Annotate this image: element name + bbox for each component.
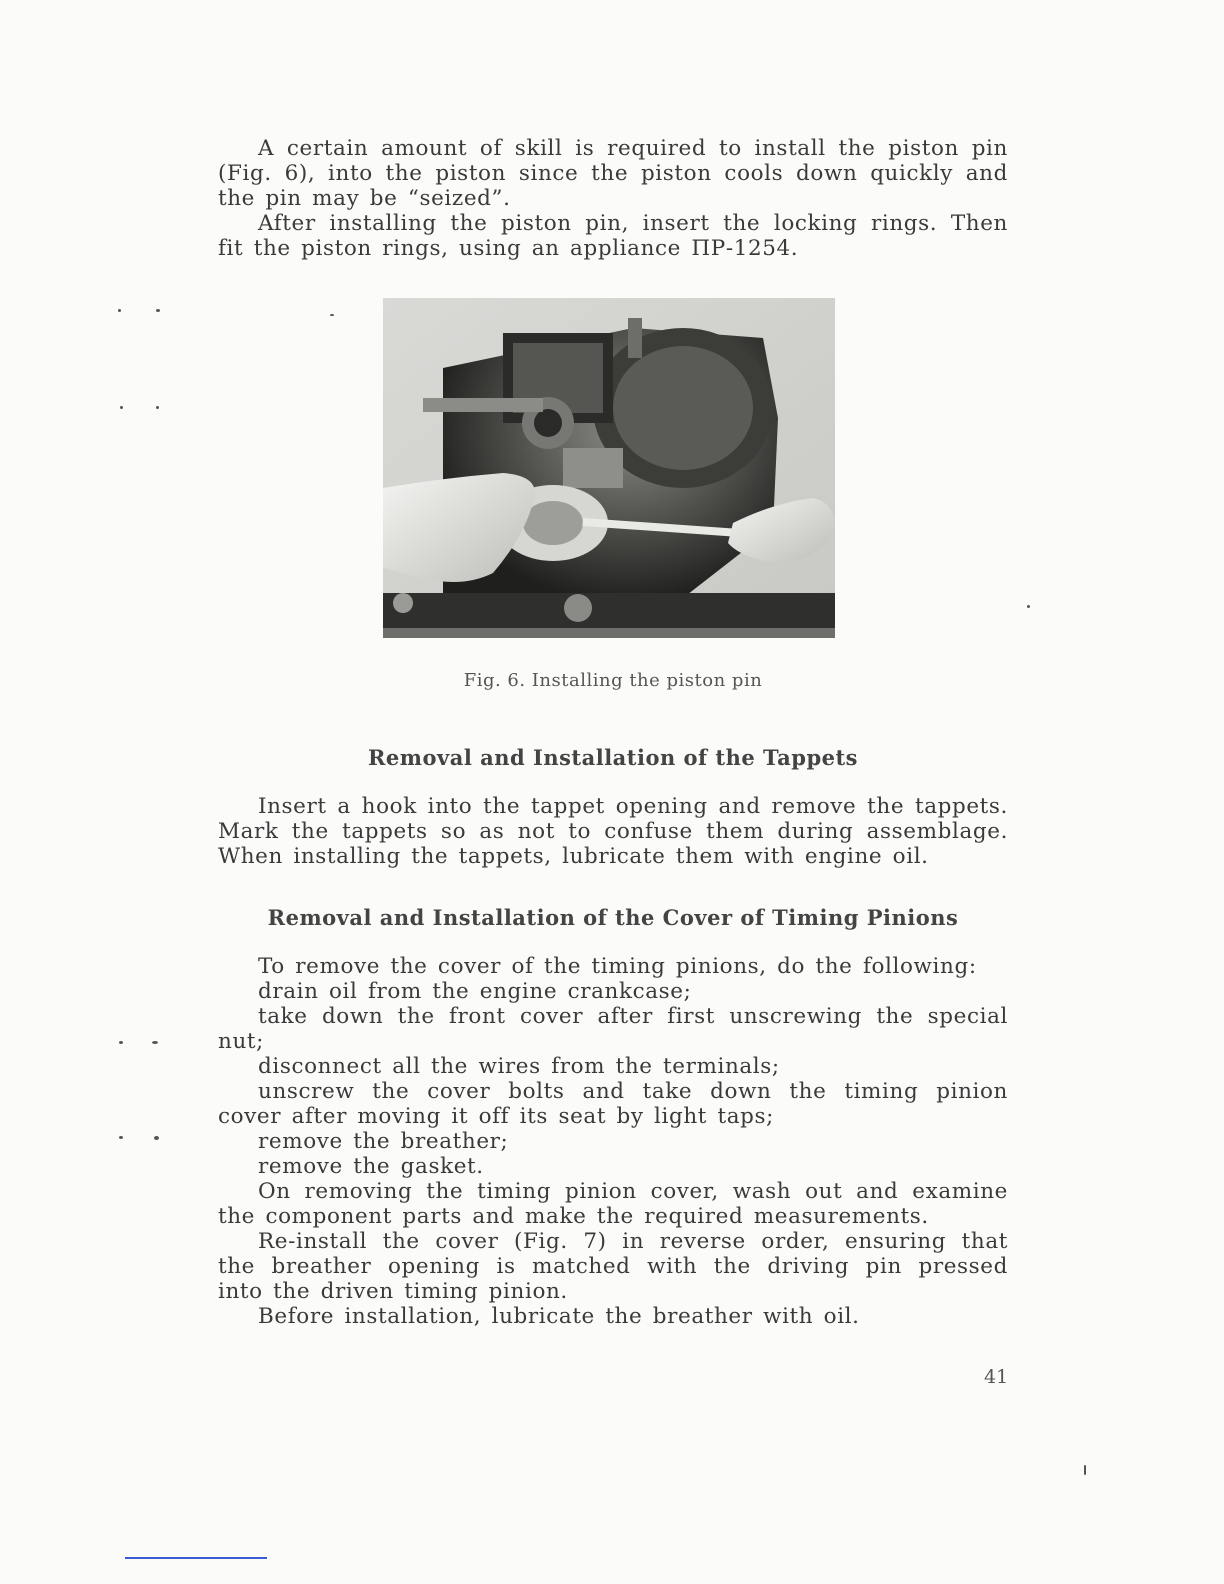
scan-speck (119, 1136, 123, 1139)
scan-speck (119, 1041, 123, 1044)
scan-speck (154, 1136, 159, 1140)
cover-step: unscrew the cover bolts and take down the timing pinion cover after moving it off its seat by light taps; (218, 1079, 1008, 1129)
cover-step: disconnect all the wires from the terminals; (258, 1054, 780, 1079)
figure-caption: Fig. 6. Installing the piston pin (463, 670, 763, 691)
cover-section (218, 954, 1008, 1329)
scan-speck (1084, 1465, 1086, 1475)
scan-speck (156, 309, 160, 312)
cover-step: take down the front cover after first unscrewing the special nut; (218, 1004, 1008, 1054)
scan-speck (156, 406, 159, 409)
cover-lubricate-paragraph: Before installation, lubricate the breather with oil. (258, 1304, 860, 1329)
cover-reinstall-paragraph: Re-install the cover (Fig. 7) in reverse order, ensuring that the breather opening is matched with the driving pin pressed into the driven timing pinion. (218, 1229, 1008, 1304)
scan-speck (330, 314, 334, 316)
cover-wash-paragraph: On removing the timing pinion cover, wash out and examine the component parts and make the required measurements. (218, 1179, 1008, 1229)
cover-step-intro: To remove the cover of the timing pinions, do the following: (258, 954, 977, 979)
bottom-rule (125, 1557, 267, 1559)
tappets-heading: Removal and Installation of the Tappets (367, 745, 859, 770)
intro-paragraph-1: A certain amount of skill is required to install the piston pin (Fig. 6), into the piston since the piston cools down quickly and the pin may be “seized”. (218, 136, 1008, 211)
figure-piston-pin-photo (383, 298, 835, 638)
scan-speck (118, 309, 121, 312)
cover-step: drain oil from the engine crankcase; (258, 979, 692, 1004)
tappets-section (218, 794, 1008, 869)
intro-section (218, 136, 1008, 261)
page-number: 41 (984, 1366, 1009, 1388)
cover-step: remove the gasket. (258, 1154, 484, 1179)
cover-heading: Removal and Installation of the Cover of Timing Pinions (267, 905, 959, 930)
cover-step: remove the breather; (258, 1129, 509, 1154)
scan-speck (120, 406, 123, 409)
intro-paragraph-2: After installing the piston pin, insert the locking rings. Then fit the piston rings, using an appliance ПР-1254. (218, 211, 1008, 261)
scan-speck (152, 1041, 158, 1044)
tappets-paragraph: Insert a hook into the tappet opening and remove the tappets. Mark the tappets so as not to confuse them during assemblage. When installing the tappets, lubricate them with engine oil. (218, 794, 1008, 869)
scan-speck (1027, 605, 1030, 608)
